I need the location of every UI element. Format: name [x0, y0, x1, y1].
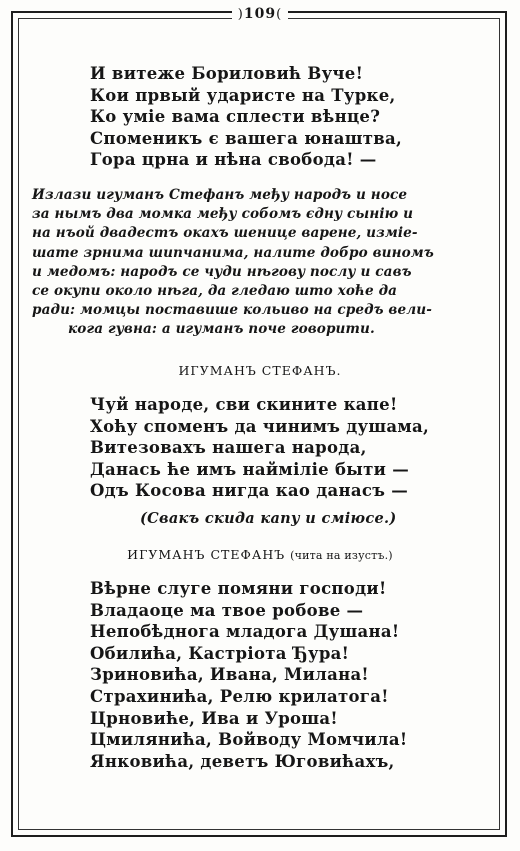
verse-line: Чуй народе, сви скините капе! [90, 395, 398, 414]
verse-line: Владаоце ма твое робове — [90, 600, 364, 620]
stage-line: шате зрнима шипчанима, налите добро виномъ [32, 244, 434, 261]
stage-line: за нымъ два момка међу собомъ єдну сынію и [32, 206, 414, 223]
page-number [232, 3, 288, 25]
page-number-ornament-right: ( [276, 7, 283, 22]
verse-line: Ко уміе вама сплести вѣнце? [90, 107, 381, 127]
verse-line: Споменикъ є вашега юнаштва, [90, 128, 403, 148]
stage-direction [32, 186, 472, 340]
verse-line: Янковића, деветъ Юговићахъ, [90, 751, 395, 771]
stage-line: кога гувна: а игуманъ поче говорити. [68, 321, 375, 338]
verse-line: Црновиће, Ива и Уроша! [90, 708, 338, 728]
speaker-heading-1: ИГУМАНЪ СТЕФАНЪ. [178, 363, 342, 378]
stage-line: на нъой двадестъ окахъ шенице варене, изміе- [32, 225, 418, 242]
verse-line: Гора црна и нѣна свобода! — [90, 150, 377, 170]
page-number-value: 109 [243, 6, 277, 22]
verse-line: Страхинића, Релю крилатога! [90, 686, 389, 706]
speaker-note: (чита на изустъ.) [290, 549, 393, 562]
verse-line: Вѣрне слуге помяни господи! [90, 579, 387, 598]
verse-line: Кои првый ударисте на Турке, [90, 85, 396, 105]
stage-line: Излази игуманъ Стефанъ међу народъ и носе [32, 187, 408, 203]
verse-line: Хоћу споменъ да чинимъ душама, [90, 416, 430, 436]
verse-line: И витеже Бориловић Вуче! [90, 64, 364, 83]
verse-stanza-2 [90, 394, 429, 502]
verse-line: Данась ће имъ найміліе быти — [90, 459, 410, 479]
verse-line: Витезовахъ нашега народа, [90, 438, 367, 458]
verse-stanza-3 [90, 578, 407, 772]
speaker-heading-2 [0, 547, 520, 562]
verse-line: Непобѣднога младога Душана! [90, 622, 400, 642]
speaker-name: ИГУМАНЪ СТЕФАНЪ [127, 547, 286, 562]
stage-line: се окупи около нѣга, да гледаю што хоће да [32, 283, 398, 300]
verse-stanza-1 [90, 63, 402, 171]
stage-direction-caps-off: (Свакъ скида капу и сміюсе.) [140, 510, 397, 527]
stage-line: ради: момцы поставише кольиво на средъ вели- [32, 302, 432, 319]
verse-line: Одъ Косова нигда као данасъ — [90, 481, 409, 501]
page-number-ornament-left: ) [237, 7, 244, 22]
verse-line: Обилића, Кастріота Ђура! [90, 643, 350, 663]
verse-line: Зриновића, Ивана, Милана! [90, 665, 369, 685]
stage-line: и медомъ: народъ се чуди нѣговy послу и савъ [32, 263, 412, 280]
verse-line: Цмилянића, Войводу Момчила! [90, 730, 408, 750]
